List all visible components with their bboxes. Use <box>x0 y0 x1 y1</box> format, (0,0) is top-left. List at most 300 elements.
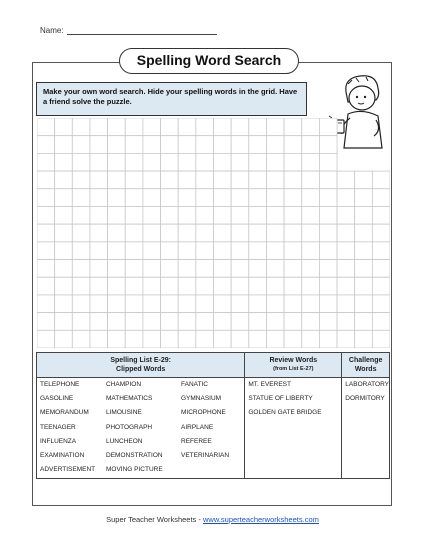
grid-cell[interactable] <box>125 206 143 224</box>
grid-cell[interactable] <box>214 295 232 313</box>
review-words-header <box>245 353 342 378</box>
grid-cell[interactable] <box>55 313 73 331</box>
grid-cell[interactable] <box>231 295 249 313</box>
grid-cell[interactable] <box>143 206 161 224</box>
grid-cell[interactable] <box>355 313 373 331</box>
grid-cell[interactable] <box>90 118 108 136</box>
list-item: STATUE OF LIBERTY <box>248 395 313 403</box>
grid-cell[interactable] <box>302 136 320 154</box>
grid-cell[interactable] <box>337 242 355 260</box>
grid-cell[interactable] <box>125 295 143 313</box>
grid-cell[interactable] <box>284 224 302 242</box>
grid-cell[interactable] <box>319 277 337 295</box>
list-item: MATHEMATICS <box>106 395 153 403</box>
grid-cell[interactable] <box>372 313 390 331</box>
grid-cell[interactable] <box>37 330 55 348</box>
grid-cell[interactable] <box>372 224 390 242</box>
grid-cell[interactable] <box>90 206 108 224</box>
grid-cell[interactable] <box>90 260 108 278</box>
grid-cell[interactable] <box>266 295 284 313</box>
grid-cell[interactable] <box>284 189 302 207</box>
list-item: GYMNASIUM <box>181 395 222 403</box>
grid-cell[interactable] <box>125 277 143 295</box>
grid-cell[interactable] <box>108 153 126 171</box>
spelling-column-1 <box>37 378 103 477</box>
grid-cell[interactable] <box>302 242 320 260</box>
grid-cell[interactable] <box>161 118 179 136</box>
grid-cell[interactable] <box>72 118 90 136</box>
grid-cell[interactable] <box>125 189 143 207</box>
grid-cell[interactable] <box>355 277 373 295</box>
grid-cell[interactable] <box>214 277 232 295</box>
grid-cell[interactable] <box>143 313 161 331</box>
list-item: LUNCHEON <box>106 437 143 445</box>
grid-cell[interactable] <box>319 171 337 189</box>
grid-cell[interactable] <box>249 153 267 171</box>
grid-cell[interactable] <box>161 136 179 154</box>
grid-cell[interactable] <box>161 330 179 348</box>
grid-cell[interactable] <box>108 313 126 331</box>
footer <box>0 515 425 524</box>
grid-cell[interactable] <box>302 189 320 207</box>
grid-cell[interactable] <box>284 277 302 295</box>
grid-cell[interactable] <box>178 330 196 348</box>
grid-cell[interactable] <box>37 295 55 313</box>
grid-cell[interactable] <box>284 153 302 171</box>
grid-cell[interactable] <box>161 171 179 189</box>
list-item: VETERINARIAN <box>181 451 230 459</box>
grid-cell[interactable] <box>231 118 249 136</box>
list-item: REFEREE <box>181 437 212 445</box>
page-title: Spelling Word Search <box>119 48 299 74</box>
grid-cell[interactable] <box>143 224 161 242</box>
list-item: ADVERTISEMENT <box>40 466 96 474</box>
grid-cell[interactable] <box>319 206 337 224</box>
grid-cell[interactable] <box>372 260 390 278</box>
grid-cell[interactable] <box>196 224 214 242</box>
grid-cell[interactable] <box>266 260 284 278</box>
grid-cell[interactable] <box>196 206 214 224</box>
list-item: MICROPHONE <box>181 409 226 417</box>
grid-cell[interactable] <box>178 277 196 295</box>
grid-cell[interactable] <box>231 206 249 224</box>
list-item: MT. EVEREST <box>248 381 291 388</box>
grid-cell[interactable] <box>231 242 249 260</box>
grid-cell[interactable] <box>284 295 302 313</box>
grid-cell[interactable] <box>125 330 143 348</box>
grid-cell[interactable] <box>372 330 390 348</box>
grid-cell[interactable] <box>337 189 355 207</box>
grid-cell[interactable] <box>249 136 267 154</box>
grid-cell[interactable] <box>196 118 214 136</box>
grid-cell[interactable] <box>284 118 302 136</box>
grid-cell[interactable] <box>337 206 355 224</box>
grid-cell[interactable] <box>337 295 355 313</box>
grid-cell[interactable] <box>266 171 284 189</box>
grid-cell[interactable] <box>284 260 302 278</box>
list-item: CHAMPION <box>106 381 142 388</box>
grid-cell[interactable] <box>372 242 390 260</box>
grid-cell[interactable] <box>284 171 302 189</box>
grid-cell[interactable] <box>372 189 390 207</box>
grid-cell[interactable] <box>37 136 55 154</box>
grid-cell[interactable] <box>90 295 108 313</box>
grid-cell[interactable] <box>249 313 267 331</box>
grid-cell[interactable] <box>196 295 214 313</box>
grid-cell[interactable] <box>37 224 55 242</box>
grid-cell[interactable] <box>249 224 267 242</box>
grid-cell[interactable] <box>108 171 126 189</box>
grid-cell[interactable] <box>178 118 196 136</box>
challenge-words-subtitle: Words <box>354 366 377 373</box>
review-words-source: (from List E-27) <box>273 366 314 372</box>
grid-cell[interactable] <box>55 330 73 348</box>
grid-cell[interactable] <box>355 171 373 189</box>
grid-cell[interactable] <box>55 136 73 154</box>
instructions-box: Make your own word search. Hide your spelling words in the grid. Have a friend solve the puzzle. <box>36 82 307 116</box>
grid-cell[interactable] <box>125 136 143 154</box>
grid-cell[interactable] <box>214 224 232 242</box>
footer-text: Super Teacher Worksheets - <box>106 515 203 524</box>
grid-cell[interactable] <box>143 330 161 348</box>
grid-cell[interactable] <box>108 295 126 313</box>
grid-cell[interactable] <box>266 206 284 224</box>
grid-cell[interactable] <box>143 118 161 136</box>
grid-cell[interactable] <box>196 153 214 171</box>
grid-cell[interactable] <box>196 189 214 207</box>
grid-cell[interactable] <box>37 153 55 171</box>
grid-cell[interactable] <box>319 330 337 348</box>
grid-cell[interactable] <box>214 206 232 224</box>
list-item: DEMONSTRATION <box>106 451 163 459</box>
footer-link[interactable]: www.superteacherworksheets.com <box>202 515 319 524</box>
grid-cell[interactable] <box>249 295 267 313</box>
grid-cell[interactable] <box>37 313 55 331</box>
list-item: MEMORANDUM <box>40 409 89 417</box>
grid-cell[interactable] <box>355 242 373 260</box>
grid-cell[interactable] <box>108 189 126 207</box>
grid-cell[interactable] <box>108 224 126 242</box>
grid-cell[interactable] <box>125 224 143 242</box>
grid-cell[interactable] <box>143 189 161 207</box>
grid-cell[interactable] <box>72 206 90 224</box>
grid-cell[interactable] <box>37 118 55 136</box>
list-item: DORMITORY <box>345 395 385 403</box>
grid-cell[interactable] <box>214 118 232 136</box>
grid-cell[interactable] <box>72 224 90 242</box>
grid-cell[interactable] <box>108 260 126 278</box>
grid-cell[interactable] <box>249 260 267 278</box>
grid-cell[interactable] <box>108 206 126 224</box>
grid-cell[interactable] <box>90 153 108 171</box>
grid-cell[interactable] <box>302 171 320 189</box>
grid-cell[interactable] <box>196 171 214 189</box>
list-item: FANATIC <box>181 381 208 388</box>
grid-cell[interactable] <box>231 136 249 154</box>
grid-cell[interactable] <box>143 260 161 278</box>
grid-cell[interactable] <box>125 118 143 136</box>
list-item: TEENAGER <box>40 423 76 431</box>
name-label: Name: <box>40 26 64 35</box>
word-search-grid[interactable] <box>37 118 390 348</box>
grid-cell[interactable] <box>125 260 143 278</box>
grid-cell[interactable] <box>72 153 90 171</box>
grid-cell[interactable] <box>55 260 73 278</box>
grid-cell[interactable] <box>214 313 232 331</box>
grid-cell[interactable] <box>372 295 390 313</box>
list-item: EXAMINATION <box>40 451 85 459</box>
grid-cell[interactable] <box>355 206 373 224</box>
grid-cell[interactable] <box>266 153 284 171</box>
name-line[interactable] <box>67 26 217 35</box>
grid-cell[interactable] <box>302 206 320 224</box>
grid-cell[interactable] <box>249 118 267 136</box>
grid-cell[interactable] <box>143 277 161 295</box>
grid-cell[interactable] <box>231 189 249 207</box>
grid-cell[interactable] <box>266 313 284 331</box>
grid-cell[interactable] <box>231 313 249 331</box>
grid-cell[interactable] <box>337 277 355 295</box>
grid-cell[interactable] <box>355 330 373 348</box>
grid-cell[interactable] <box>372 277 390 295</box>
grid-cell[interactable] <box>231 277 249 295</box>
grid-cell[interactable] <box>196 313 214 331</box>
grid-cell[interactable] <box>161 277 179 295</box>
grid-cell[interactable] <box>90 242 108 260</box>
list-item: INFLUENZA <box>40 437 77 445</box>
grid-cell[interactable] <box>55 242 73 260</box>
grid-cell[interactable] <box>372 171 390 189</box>
grid-cell[interactable] <box>302 224 320 242</box>
grid-cell[interactable] <box>37 171 55 189</box>
grid-cell[interactable] <box>178 206 196 224</box>
grid-cell[interactable] <box>355 260 373 278</box>
grid-cell[interactable] <box>337 224 355 242</box>
grid-cell[interactable] <box>178 242 196 260</box>
list-item: TELEPHONE <box>40 381 80 388</box>
grid-cell[interactable] <box>55 189 73 207</box>
grid-cell[interactable] <box>355 189 373 207</box>
grid-cell[interactable] <box>125 171 143 189</box>
word-list-table <box>36 352 390 479</box>
grid-cell[interactable] <box>266 242 284 260</box>
grid-cell[interactable] <box>55 295 73 313</box>
grid-cell[interactable] <box>319 224 337 242</box>
grid-cell[interactable] <box>37 260 55 278</box>
grid-cell[interactable] <box>90 224 108 242</box>
grid-cell[interactable] <box>125 313 143 331</box>
challenge-words-column <box>342 378 389 406</box>
grid-cell[interactable] <box>125 242 143 260</box>
list-item: LIMOUSINE <box>106 409 142 417</box>
challenge-words-title: Challenge <box>348 357 383 364</box>
grid-cell[interactable] <box>231 260 249 278</box>
grid-cell[interactable] <box>90 189 108 207</box>
grid-cell[interactable] <box>125 153 143 171</box>
name-field <box>40 26 217 35</box>
grid-cell[interactable] <box>337 330 355 348</box>
grid-cell[interactable] <box>372 206 390 224</box>
grid-cell[interactable] <box>214 136 232 154</box>
grid-cell[interactable] <box>355 224 373 242</box>
grid-cell[interactable] <box>143 242 161 260</box>
grid-cell[interactable] <box>72 136 90 154</box>
grid-cell[interactable] <box>72 171 90 189</box>
grid-cell[interactable] <box>214 189 232 207</box>
grid-cell[interactable] <box>266 136 284 154</box>
spelling-column-3 <box>178 378 244 477</box>
grid-cell[interactable] <box>55 153 73 171</box>
grid-cell[interactable] <box>302 330 320 348</box>
grid-cell[interactable] <box>319 189 337 207</box>
grid-cell[interactable] <box>90 277 108 295</box>
grid-cell[interactable] <box>37 206 55 224</box>
grid-cell[interactable] <box>319 242 337 260</box>
grid-cell[interactable] <box>266 189 284 207</box>
grid-cell[interactable] <box>90 330 108 348</box>
grid-cell[interactable] <box>72 260 90 278</box>
grid-cell[interactable] <box>178 260 196 278</box>
grid-cell[interactable] <box>196 277 214 295</box>
grid-cell[interactable] <box>161 189 179 207</box>
grid-cell[interactable] <box>178 224 196 242</box>
grid-cell[interactable] <box>90 136 108 154</box>
grid-cell[interactable] <box>319 136 337 154</box>
grid-cell[interactable] <box>266 224 284 242</box>
grid-cell[interactable] <box>72 277 90 295</box>
spelling-list-title: Spelling List E-29: <box>110 357 172 364</box>
grid-cell[interactable] <box>161 242 179 260</box>
grid-cell[interactable] <box>55 277 73 295</box>
grid-cell[interactable] <box>284 330 302 348</box>
grid-cell[interactable] <box>55 206 73 224</box>
grid-cell[interactable] <box>337 171 355 189</box>
grid-cell[interactable] <box>214 260 232 278</box>
grid-cell[interactable] <box>108 330 126 348</box>
grid-cell[interactable] <box>266 277 284 295</box>
grid-cell[interactable] <box>284 313 302 331</box>
grid-cell[interactable] <box>37 242 55 260</box>
grid-cell[interactable] <box>72 313 90 331</box>
grid-cell[interactable] <box>319 313 337 331</box>
grid-cell[interactable] <box>161 313 179 331</box>
grid-cell[interactable] <box>337 313 355 331</box>
grid-cell[interactable] <box>161 206 179 224</box>
grid-cell[interactable] <box>231 330 249 348</box>
grid-cell[interactable] <box>72 189 90 207</box>
grid-cell[interactable] <box>249 242 267 260</box>
grid-cell[interactable] <box>178 313 196 331</box>
grid-cell[interactable] <box>249 277 267 295</box>
grid-cell[interactable] <box>337 260 355 278</box>
grid-cell[interactable] <box>266 118 284 136</box>
grid-cell[interactable] <box>319 153 337 171</box>
list-item: GASOLINE <box>40 395 74 403</box>
grid-cell[interactable] <box>231 224 249 242</box>
grid-cell[interactable] <box>196 260 214 278</box>
grid-cell[interactable] <box>284 242 302 260</box>
grid-cell[interactable] <box>196 136 214 154</box>
grid-cell[interactable] <box>249 189 267 207</box>
grid-cell[interactable] <box>37 189 55 207</box>
grid-cell[interactable] <box>249 330 267 348</box>
review-words-column <box>245 378 341 421</box>
grid-cell[interactable] <box>178 189 196 207</box>
grid-cell[interactable] <box>231 171 249 189</box>
grid-cell[interactable] <box>161 295 179 313</box>
grid-cell[interactable] <box>214 330 232 348</box>
grid-cell[interactable] <box>178 295 196 313</box>
grid-cell[interactable] <box>108 242 126 260</box>
spelling-list-header <box>37 353 245 378</box>
grid-cell[interactable] <box>143 171 161 189</box>
list-item: MOVING PICTURE <box>106 466 163 474</box>
list-item: PHOTOGRAPH <box>106 423 153 431</box>
grid-cell[interactable] <box>214 171 232 189</box>
list-item: AIRPLANE <box>181 423 214 431</box>
grid-cell[interactable] <box>214 153 232 171</box>
grid-cell[interactable] <box>266 330 284 348</box>
grid-cell[interactable] <box>161 153 179 171</box>
grid-cell[interactable] <box>55 118 73 136</box>
list-item: LABORATORY <box>345 381 389 388</box>
grid-cell[interactable] <box>161 260 179 278</box>
list-item: GOLDEN GATE BRIDGE <box>248 409 322 417</box>
grid-cell[interactable] <box>249 171 267 189</box>
grid-cell[interactable] <box>143 136 161 154</box>
challenge-words-header <box>342 353 390 378</box>
grid-cell[interactable] <box>319 260 337 278</box>
grid-cell[interactable] <box>178 136 196 154</box>
grid-cell[interactable] <box>302 277 320 295</box>
spelling-list-subtitle: Clipped Words <box>116 366 166 373</box>
grid-cell[interactable] <box>72 295 90 313</box>
grid-cell[interactable] <box>108 118 126 136</box>
grid-cell[interactable] <box>90 313 108 331</box>
grid-cell[interactable] <box>161 224 179 242</box>
grid-cell[interactable] <box>302 118 320 136</box>
grid-cell[interactable] <box>319 295 337 313</box>
grid-cell[interactable] <box>284 136 302 154</box>
grid-cell[interactable] <box>355 295 373 313</box>
grid-cell[interactable] <box>55 224 73 242</box>
grid-cell[interactable] <box>178 153 196 171</box>
grid-cell[interactable] <box>55 171 73 189</box>
grid-cell[interactable] <box>284 206 302 224</box>
grid-cell[interactable] <box>214 242 232 260</box>
grid-cell[interactable] <box>143 295 161 313</box>
grid-cell[interactable] <box>37 277 55 295</box>
grid-cell[interactable] <box>178 171 196 189</box>
grid-cell[interactable] <box>143 153 161 171</box>
grid-cell[interactable] <box>196 330 214 348</box>
grid-cell[interactable] <box>249 206 267 224</box>
grid-cell[interactable] <box>302 295 320 313</box>
spelling-column-2 <box>103 378 178 477</box>
grid-cell[interactable] <box>196 242 214 260</box>
grid-cell[interactable] <box>90 171 108 189</box>
grid-cell[interactable] <box>108 136 126 154</box>
grid-cell[interactable] <box>302 153 320 171</box>
grid-cell[interactable] <box>72 330 90 348</box>
grid-cell[interactable] <box>302 260 320 278</box>
grid-cell[interactable] <box>72 242 90 260</box>
review-words-title: Review Words <box>269 357 318 364</box>
grid-cell[interactable] <box>108 277 126 295</box>
grid-cell[interactable] <box>319 118 337 136</box>
grid-cell[interactable] <box>302 313 320 331</box>
grid-cell[interactable] <box>231 153 249 171</box>
